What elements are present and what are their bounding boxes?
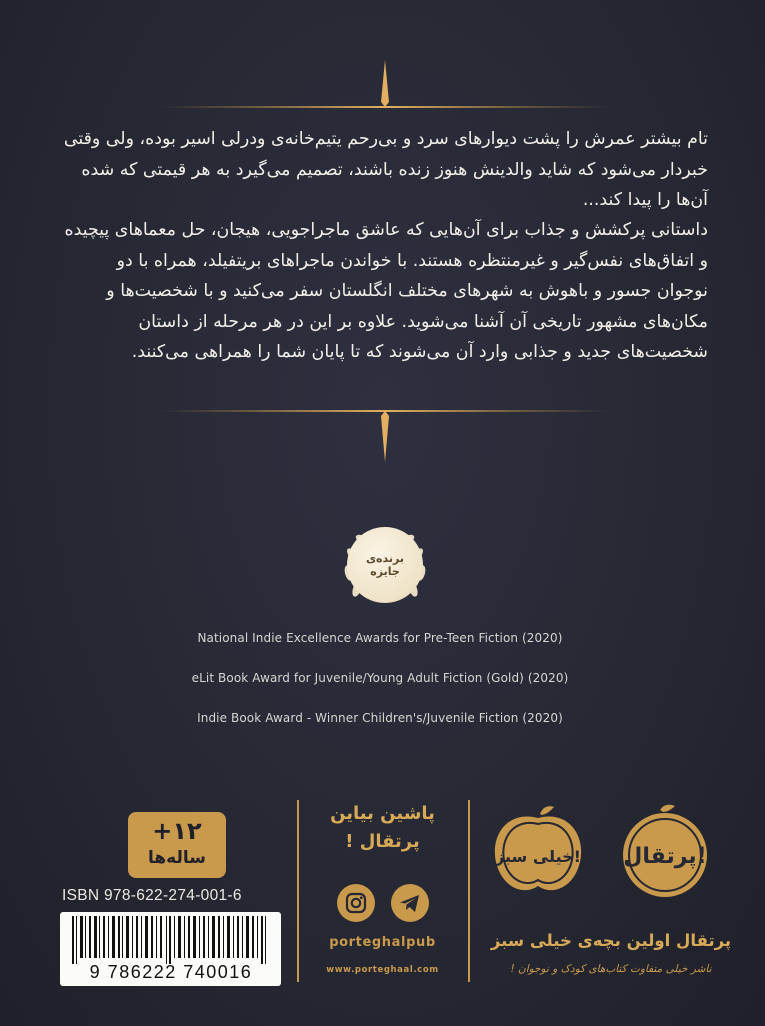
award-seal-label: [347, 527, 423, 603]
porteghal-logo-text: پرتقال!: [623, 844, 707, 869]
footer-divider-left: [297, 800, 299, 982]
telegram-icon[interactable]: [390, 883, 430, 923]
blurb-paragraph-1: تام بیشتر عمرش را پشت دیوارهای سرد و بی‌رحم یتیم‌خانه‌ی ودرلی اسیر بوده، ولی وقتی خبردار می‌شود که شاید والدینش هنوز زنده باشند، تصمیم می‌گیرد به هر قیمتی که شده آن‌ها را پیدا کند...: [63, 129, 708, 210]
social-handle[interactable]: porteghalpub: [329, 935, 436, 950]
age-rating-badge: [128, 812, 226, 878]
slogan-line-2: پرتقال !: [345, 831, 420, 852]
award-line: Indie Book Award - Winner Children's/Juvenile Fiction (2020): [197, 711, 563, 725]
kheili-sabz-logo: [478, 800, 598, 900]
award-seal-line-1: برنده‌ی: [365, 552, 405, 565]
bottom-ornament-divider: [160, 390, 610, 470]
barcode-bars-icon: [60, 916, 281, 966]
blurb-paragraph-2: داستانی پرکشش و جذاب برای آن‌هایی که عاشق ماجراجویی، هیجان، حل معماهای پیچیده و اتفاق‌های نفس‌گیر و غیرمنتظره هستند. با خواندن ماجراهای بریتفیلد، همراه با دو نوجوان جسور و باهوش به شهرهای مختلف انگلستان سفر می‌کنید و با شخصیت‌ها و مکان‌های مشهور تاریخی آن آشنا می‌شوید. علاوه بر این در هر مرحله از داستان شخصیت‌های جدید و جذابی وارد آن می‌شوند که تا پایان شما را همراهی می‌کنند.: [64, 220, 708, 362]
publisher-tagline: پرتقال اولین بچه‌ی خیلی سبز: [490, 931, 732, 950]
porteghal-logo: [605, 800, 725, 900]
award-line: National Indie Excellence Awards for Pre-Teen Fiction (2020): [197, 631, 563, 645]
age-rating-number: +۱۲: [152, 817, 202, 845]
top-ornament-divider: [160, 52, 610, 132]
isbn-text: ISBN 978-622-274-001-6: [62, 887, 242, 904]
slogan-line-1: پاشین بیاین: [330, 803, 435, 824]
award-line: eLit Book Award for Juvenile/Young Adult Fiction (Gold) (2020): [191, 671, 569, 685]
award-seal: [335, 515, 435, 615]
publisher-subtagline: ناشر خیلی متفاوت کتاب‌های کودک و نوجوان !: [510, 963, 712, 975]
instagram-icon[interactable]: [336, 883, 376, 923]
award-seal-line-2: جایزه: [370, 565, 400, 578]
age-rating-label: ساله‌ها: [148, 848, 206, 868]
footer-divider-right: [468, 800, 470, 982]
barcode-digits: 9 786222 740016: [89, 962, 253, 982]
kheili-sabz-logo-text: خیلی سبز!: [495, 847, 581, 866]
website-link[interactable]: www.porteghaal.com: [326, 965, 439, 975]
